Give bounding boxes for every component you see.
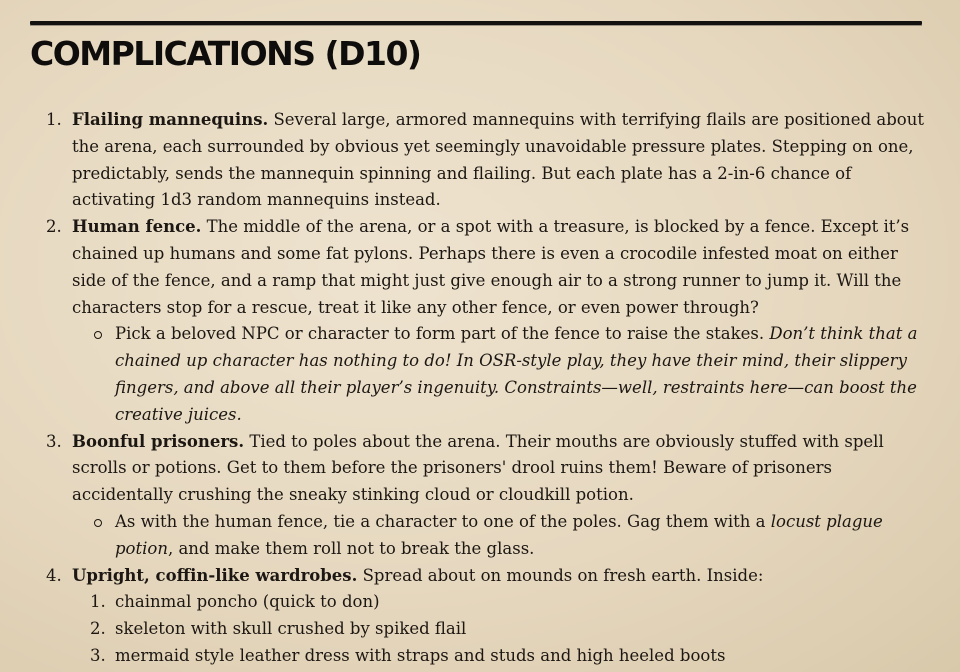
circle-bullet-icon xyxy=(94,519,102,527)
item-text: The middle of the arena, or a spot with a treasure, is blocked by a fence. Except it’s chained up humans and some fat pylons. Perhaps there is even a crocodile infested moat on either side of the fence, and a ramp that might just give enough air to a strong runner to jump it. Will the characters stop for a rescue, treat it like any other fence, or even power through? xyxy=(72,217,910,317)
complications-list xyxy=(0,107,960,670)
inner-item-text: mermaid style leather dress with straps and studs and high heeled boots xyxy=(115,645,726,665)
inner-item-number: 2. xyxy=(90,619,106,639)
list-item xyxy=(0,429,960,509)
item-title: Human fence. xyxy=(72,217,202,237)
item-number: 3. xyxy=(46,431,62,451)
sub-list-item xyxy=(0,321,960,428)
inner-item-text: skeleton with skull crushed by spiked flail xyxy=(115,619,467,639)
item-number: 1. xyxy=(46,110,62,129)
inner-item-number: 3. xyxy=(90,645,106,665)
item-title: Flailing mannequins. xyxy=(72,110,269,129)
sub-item-text-after: , and make them roll not to break the glass. xyxy=(167,538,535,558)
list-item xyxy=(0,563,960,590)
header-rule-shadow xyxy=(30,25,922,26)
item-number: 2. xyxy=(46,217,62,237)
item-text: Several large, armored mannequins with terrifying flails are positioned about the arena, each surrounded by obvious yet seemingly unavoidable pressure plates. Stepping on one, predictably, sends the mannequin spinning and flailing. But each plate has a 2-in-6 chance of activating 1d3 random mannequins instead. xyxy=(72,110,924,210)
page-title: COMPLICATIONS (D10) xyxy=(30,34,421,73)
item-title: Boonful prisoners. xyxy=(72,431,245,451)
sub-item-italic: Don’t think that a chained up character has nothing to do! In OSR-style play, they have their mind, their slippery fingers, and above all their player’s ingenuity. Constraints—well, restraints here—can boost the creative juices. xyxy=(115,324,918,424)
sub-list-item xyxy=(0,509,960,563)
circle-bullet-icon xyxy=(94,331,102,339)
inner-list-item xyxy=(0,643,960,670)
inner-list-item xyxy=(0,616,960,643)
item-title: Upright, coffin-like wardrobes. xyxy=(72,565,358,585)
sub-item-italic: locust plague potion xyxy=(115,511,883,558)
item-text: Tied to poles about the arena. Their mouths are obviously stuffed with spell scrolls or potions. Get to them before the prisoners' drool ruins them! Beware of prisoners accidentally crushing the sneaky stinking cloud or cloudkill potion. xyxy=(72,431,884,505)
inner-item-text: chainmal poncho (quick to don) xyxy=(115,592,380,612)
sub-item-text: As with the human fence, tie a character to one of the poles. Gag them with a xyxy=(115,511,771,531)
sub-item-text: Pick a beloved NPC or character to form part of the fence to raise the stakes. xyxy=(115,324,770,344)
list-item xyxy=(0,214,960,321)
item-number: 4. xyxy=(46,565,62,585)
item-text: Spread about on mounds on fresh earth. Inside: xyxy=(357,565,764,585)
list-item xyxy=(0,107,960,214)
inner-item-number: 1. xyxy=(90,592,106,612)
inner-list-item xyxy=(0,589,960,616)
